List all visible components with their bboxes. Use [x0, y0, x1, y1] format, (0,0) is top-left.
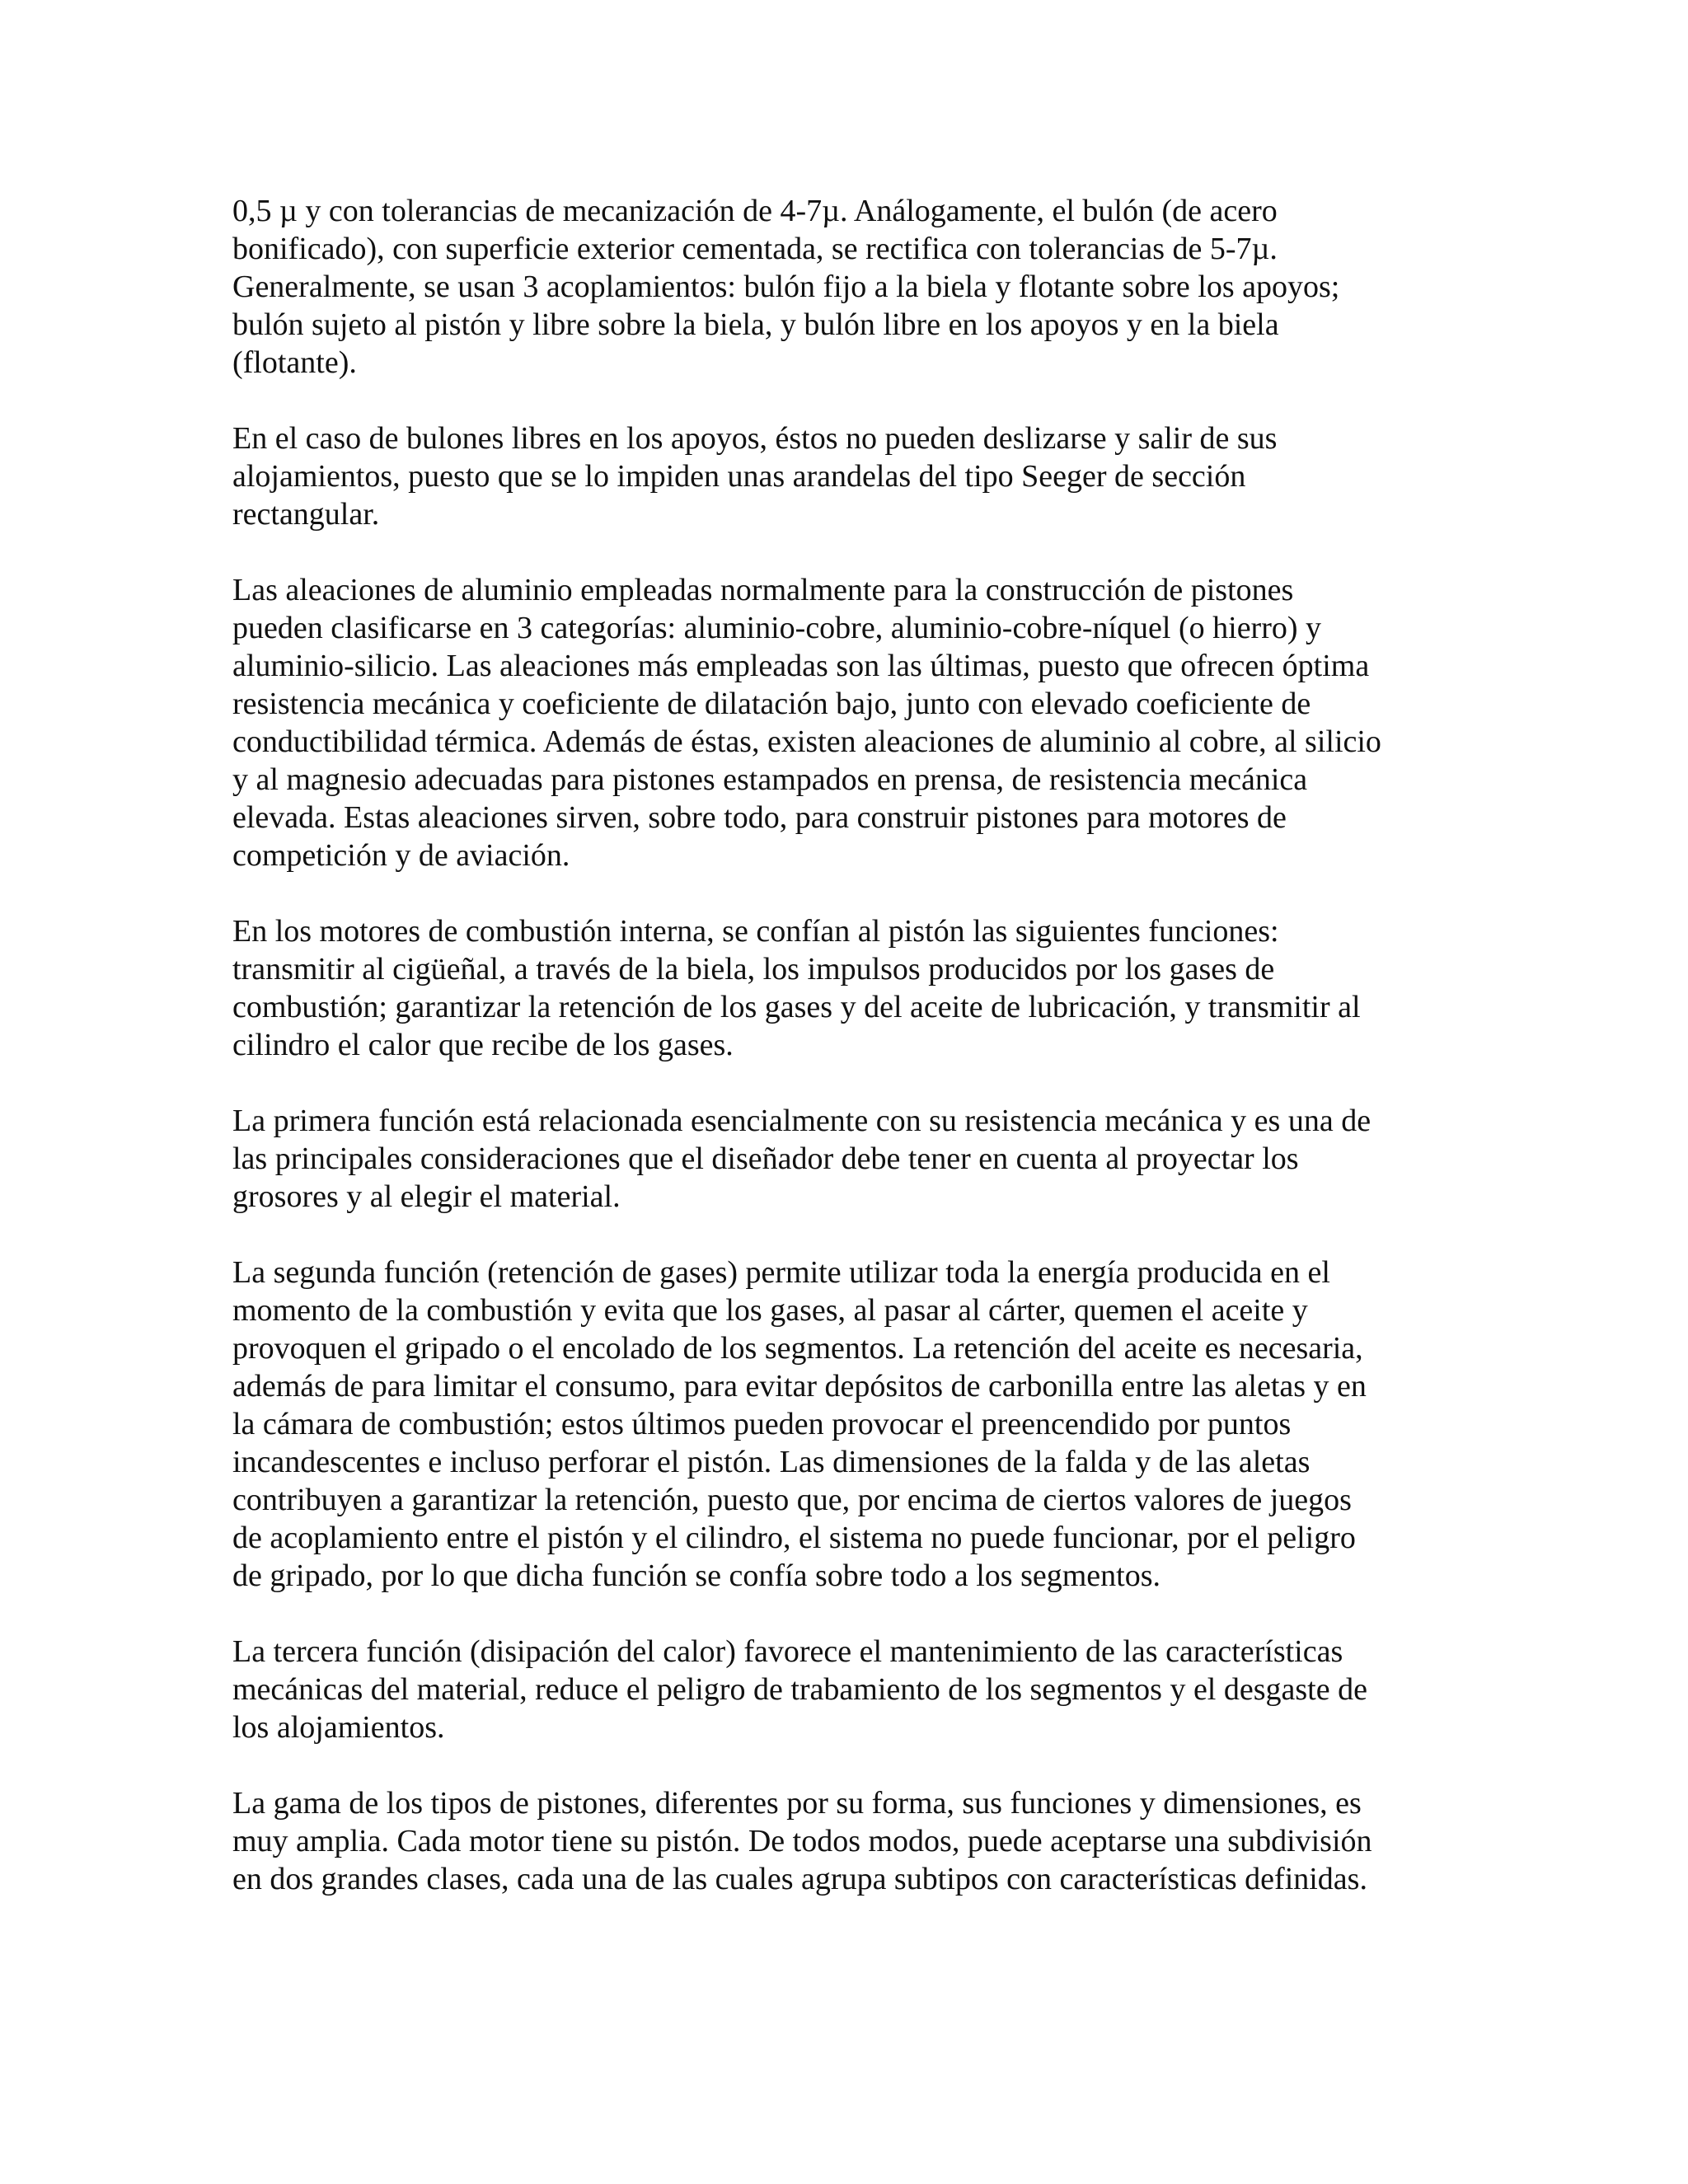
document-page [232, 192, 1469, 1898]
paragraph-bulon-tolerancias: 0,5 µ y con tolerancias de mecanización de 4-7µ. Análogamente, el bulón (de acero bonificado), con superficie exterior cementada, se rectifica con tolerancias de 5-7µ. Generalmente, se usan 3 acoplamientos: bulón fijo a la biela y flotante sobre los apoyos; bulón sujeto al pistón y libre sobre la biela, y bulón libre en los apoyos y en la biela (flotante). [232, 194, 1340, 380]
paragraph-funciones-piston: En los motores de combustión interna, se confían al pistón las siguientes funciones: transmitir al cigüeñal, a través de la biela, los impulsos producidos por los gases de combustión; garantizar la retención de los gases y del aceite de lubricación, y transmitir al cilindro el calor que recibe de los gases. [232, 914, 1361, 1062]
paragraph-aleaciones-aluminio: Las aleaciones de aluminio empleadas normalmente para la construcción de pistones pueden clasificarse en 3 categorías: aluminio-cobre, aluminio-cobre-níquel (o hierro) y aluminio-silicio. Las aleaciones más empleadas son las últimas, puesto que ofrecen óptima resistencia mecánica y coeficiente de dilatación bajo, junto con elevado coeficiente de conductibilidad térmica. Además de éstas, existen aleaciones de aluminio al cobre, al silicio y al magnesio adecuadas para pistones estampados en prensa, de resistencia mecánica elevada. Estas aleaciones sirven, sobre todo, para construir pistones para motores de competición y de aviación. [232, 573, 1381, 873]
paragraph-bulones-libres: En el caso de bulones libres en los apoyos, éstos no pueden deslizarse y salir de sus alojamientos, puesto que se lo impiden unas arandelas del tipo Seeger de sección rectangular. [232, 421, 1278, 532]
paragraph-tercera-funcion: La tercera función (disipación del calor) favorece el mantenimiento de las características mecánicas del material, reduce el peligro de trabamiento de los segmentos y el desgaste de los alojamientos. [232, 1634, 1367, 1745]
paragraph-tipos-pistones: La gama de los tipos de pistones, diferentes por su forma, sus funciones y dimensiones, es muy amplia. Cada motor tiene su pistón. De todos modos, puede aceptarse una subdivisión en dos grandes clases, cada una de las cuales agrupa subtipos con características definidas. [232, 1786, 1372, 1896]
paragraph-primera-funcion: La primera función está relacionada esencialmente con su resistencia mecánica y es una de las principales consideraciones que el diseñador debe tener en cuenta al proyectar los grosores y al elegir el material. [232, 1104, 1372, 1214]
paragraph-segunda-funcion: La segunda función (retención de gases) permite utilizar toda la energía producida en el momento de la combustión y evita que los gases, al pasar al cárter, quemen el aceite y provoquen el gripado o el encolado de los segmentos. La retención del aceite es necesaria, además de para limitar el consumo, para evitar depósitos de carbonilla entre las aletas y en la cámara de combustión; estos últimos pueden provocar el preencendido por puntos incandescentes e incluso perforar el pistón. Las dimensiones de la falda y de las aletas contribuyen a garantizar la retención, puesto que, por encima de ciertos valores de juegos de acoplamiento entre el pistón y el cilindro, el sistema no puede funcionar, por el peligro de gripado, por lo que dicha función se confía sobre todo a los segmentos. [232, 1255, 1367, 1593]
